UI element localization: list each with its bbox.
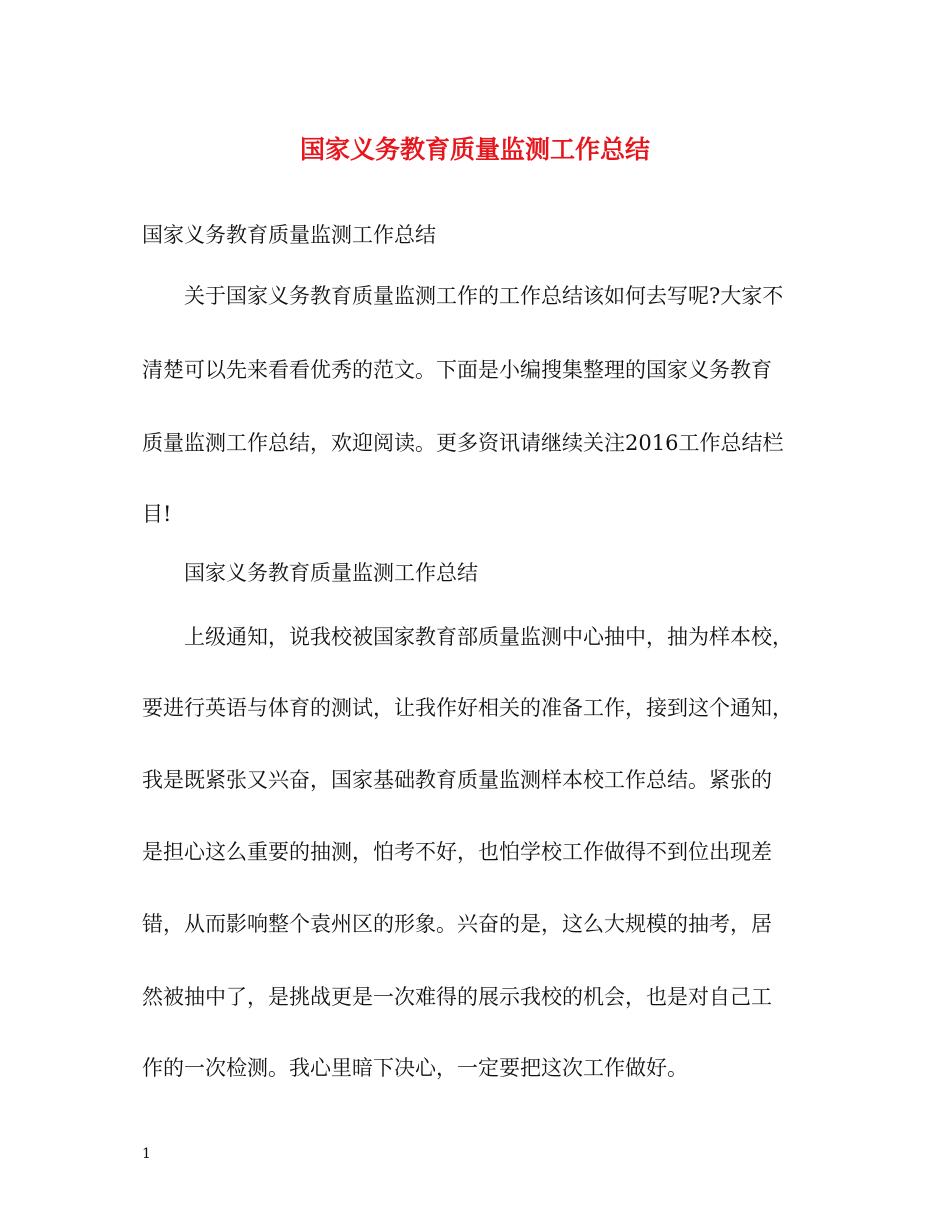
- paragraph-2-line-5: 错，从而影响整个袁州区的形象。兴奋的是，这么大规模的抽考，居: [142, 912, 772, 936]
- paragraph-1-line-2: 清楚可以先来看看优秀的范文。下面是小编搜集整理的国家义务教育: [142, 358, 772, 382]
- paragraph-2-line-7: 作的一次检测。我心里暗下决心，一定要把这次工作做好。: [142, 1056, 688, 1080]
- paragraph-2-line-1: 上级通知，说我校被国家教育部质量监测中心抽中，抽为样本校，: [184, 625, 793, 649]
- paragraph-1-line-3: 质量监测工作总结，欢迎阅读。更多资讯请继续关注2016工作总结栏: [142, 431, 784, 455]
- paragraph-1-line-1: 关于国家义务教育质量监测工作的工作总结该如何去写呢?大家不: [184, 284, 784, 308]
- page-number: 1: [142, 1146, 151, 1162]
- subtitle-line: 国家义务教育质量监测工作总结: [142, 223, 436, 247]
- paragraph-2-line-6: 然被抽中了，是挑战更是一次难得的展示我校的机会，也是对自己工: [142, 985, 772, 1009]
- paragraph-2-line-4: 是担心这么重要的抽测，怕考不好，也怕学校工作做得不到位出现差: [142, 840, 772, 864]
- section-heading-line: 国家义务教育质量监测工作总结: [184, 561, 478, 585]
- paragraph-1-line-4: 目!: [142, 502, 172, 526]
- paragraph-2-line-3: 我是既紧张又兴奋，国家基础教育质量监测样本校工作总结。紧张的: [142, 768, 772, 792]
- paragraph-2-line-2: 要进行英语与体育的测试，让我作好相关的准备工作，接到这个通知，: [142, 696, 793, 720]
- document-title: 国家义务教育质量监测工作总结: [299, 135, 650, 164]
